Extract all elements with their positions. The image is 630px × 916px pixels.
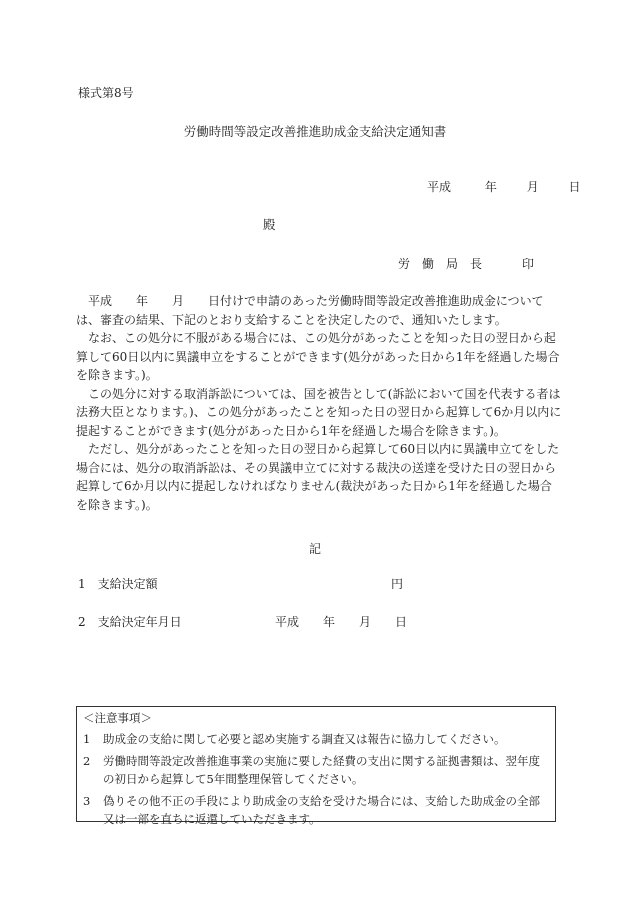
body-paragraph: ただし、処分があったことを知った日の翌日から起算して60日以内に異議申立てをした場合には、処分の取消訴訟は、その異議申立てに対する裁決の送達を受けた日の翌日から起算して6か月以内に提起しなければなりません(裁決があった日から1年を経過した場合を除きます。)。: [76, 442, 560, 512]
notes-box: [76, 706, 556, 826]
date-day-unit: 日: [568, 180, 581, 194]
ki-heading: 記: [308, 542, 321, 556]
body-paragraph: 平成 年 月 日付けで申請のあった労働時間等設定改善推進助成金については、審査の結果、下記のとおり支給することを決定したので、通知いたします。: [76, 294, 544, 327]
note-number: 2: [83, 754, 91, 768]
note-item: [83, 752, 549, 788]
note-text: 助成金の支給に関して必要と認め実施する調査又は報告に協力してください。: [103, 732, 506, 746]
item-payment-amount-unit: 円: [391, 577, 404, 591]
item-decision-date-label: 2 支給決定年月日: [78, 615, 182, 629]
date-month-unit: 月: [526, 180, 539, 194]
body-paragraph: なお、この処分に不服がある場合には、この処分があったことを知った日の翌日から起算して60日以内に異議申立をすることができます(処分があった日から1年を経過した場合を除きます。)。: [76, 331, 560, 382]
note-item: [83, 730, 549, 748]
body-paragraph: この処分に対する取消訴訟については、国を被告として(訴訟において国を代表する者は法務大臣となります。)、この処分があったことを知った日の翌日から起算して6か月以内に提起することができます(処分があった日から1年を経過した場合を除きます。)。: [76, 386, 562, 438]
note-number: 1: [83, 732, 91, 746]
issuer-name: 労 働 局 長: [398, 257, 483, 271]
issuer: [398, 255, 534, 272]
note-text: 労働時間等設定改善推進事業の実施に要した経費の支出に関する証拠書類は、翌年度の初日から起算して5年間整理保管してください。: [103, 754, 540, 786]
note-number: 3: [83, 794, 91, 808]
note-text: 偽りその他不正の手段により助成金の支給を受けた場合には、支給した助成金の全部又は一部を直ちに返還していただきます。: [103, 794, 540, 826]
date-line: [427, 178, 581, 195]
note-item: [83, 792, 549, 828]
addressee: 殿: [263, 217, 276, 232]
form-number: 様式第8号: [78, 86, 134, 100]
document-title: 労働時間等設定改善推進助成金支給決定通知書: [183, 124, 447, 139]
item-payment-amount-label: 1 支給決定額: [78, 577, 158, 591]
notes-heading: ＜注意事項＞: [83, 711, 152, 725]
date-year-unit: 年: [484, 180, 497, 194]
item-decision-date-value: 平成 年 月 日: [275, 615, 408, 629]
date-era: 平成: [427, 180, 452, 194]
body-text: [76, 292, 562, 514]
seal-mark: 印: [522, 257, 535, 271]
